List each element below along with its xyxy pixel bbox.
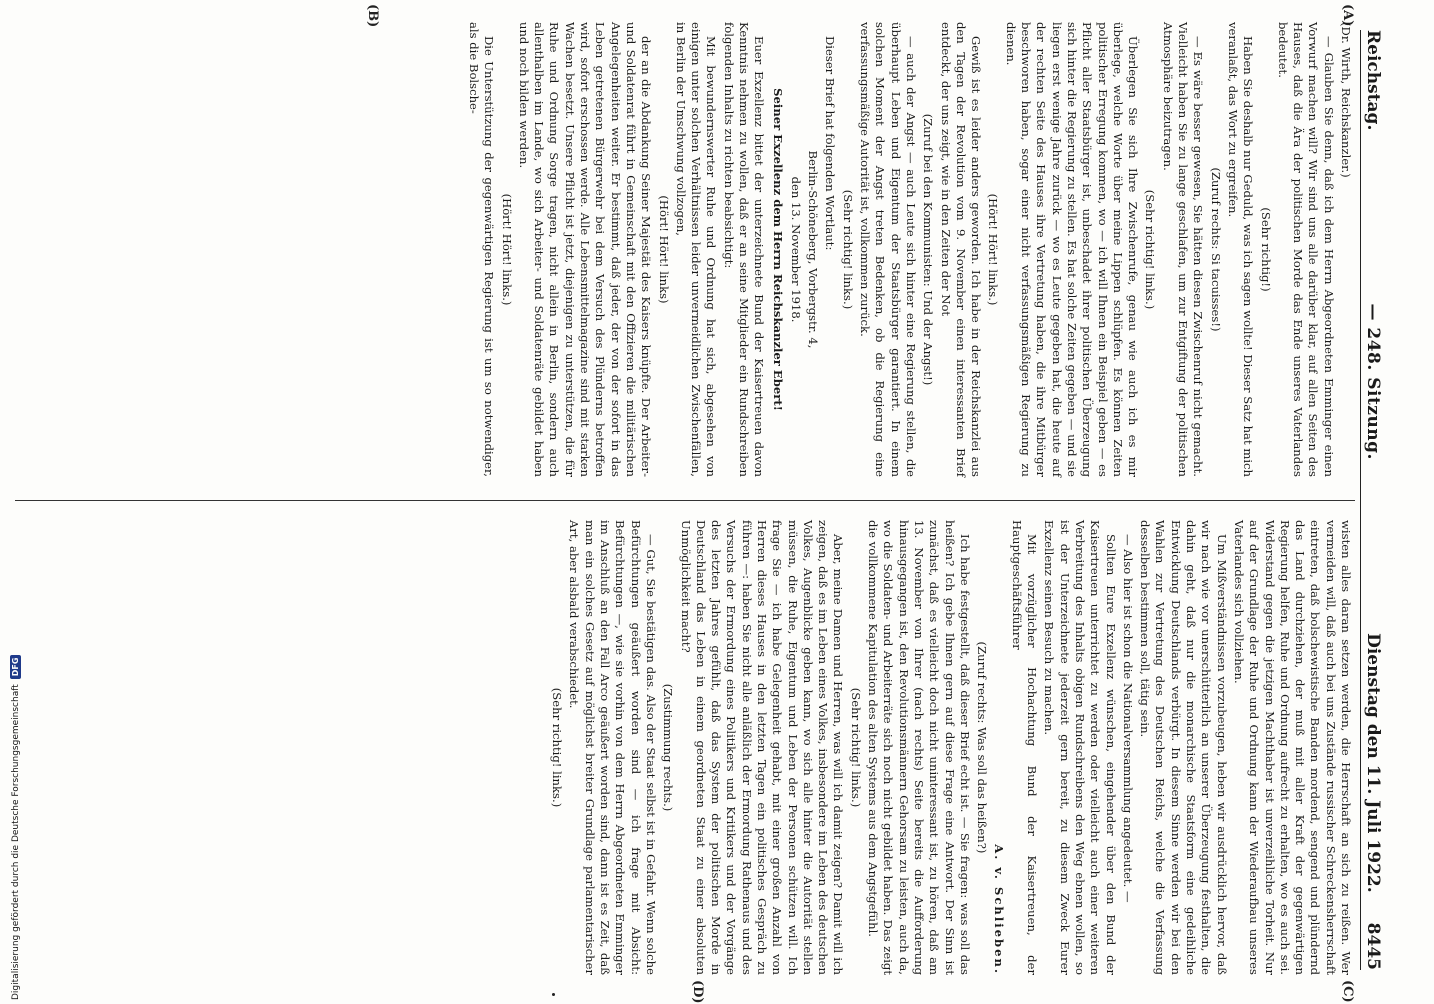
interjection: (Zuruf bei den Kommunisten: Und der Angst!) [921, 113, 936, 386]
column-divider [15, 500, 1355, 501]
page-header [1360, 30, 1389, 970]
page-number: 8445 [1363, 922, 1383, 970]
margin-mark-d: (D) [690, 980, 705, 1004]
paragraph: Gewiß ist es leider anders geworden. Ich habe in der Reichskanzlei aus den Tagen der Revolution vom 9. November einen interessanten Brief entdeckt, der uns zeigt, wie in den Zeiten der Not [938, 22, 984, 477]
interjection: Berlin-Schöneberg, Vorbergstr. 4, [806, 150, 821, 349]
paragraph: Um Mißverständnissen vorzubeugen, heben wir ausdrücklich hervor, daß wir nach wie vor unerschütterlich an unserer Überzeugung festhalten, die dahin geht, daß nur die monarchische Staatsform eine gedeihliche Entwicklung Deutschlands verbürgt. In diesem Sinne werden wir bei den Wahlen zur Vertretung des Deutschen Reichs, welche die Verfassung desselben bestimmen soll, tätig sein. [1138, 520, 1229, 975]
right-text-column [547, 520, 1353, 975]
paragraph: — Also hier ist schon die Nationalversammlung angedeutet. — [1120, 534, 1135, 903]
footer-credit: Digitalisierung gefördert durch die Deutsche Forschungsgemeinschaft [10, 684, 21, 1000]
paragraph: Ich habe festgestellt, daß dieser Brief echt ist. — Sie fragen: was soll das heißen? Ich gebe Ihnen gern auf diese Frage eine Antwort. Der Sinn ist zunächst, daß es vielleicht doch nicht uninteressant ist, zu hören, daß am 13. November von Ihrer (nach rechts) Seite bereits die Aufforderung hinausgegangen ist, den Revolutionsmännern Gehorsam zu leisten, auch da, wo die Soldaten- und Arbeiterräte sich noch nicht gebildet haben. Das zeigt die vollkommene Kapitulation des alten Systems aus dem Angstgefühl. [866, 520, 972, 975]
interjection: (Sehr richtig! links.) [848, 687, 863, 808]
paragraph: — Glauben Sie denn, daß ich dem Herrn Abgeordneten Emminger einen Vorwurf machen will? Wir sind uns alle darüber klar, auf allen Seiten des Hauses, daß die Ära der politischen Morde das Ende unseres Vaterlandes bedeutet. [1275, 22, 1336, 477]
paragraph: Euer Exzellenz bittet der unterzeichnete Bund der Kaisertreuen davon Kenntnis nehmen zu wollen, daß er an seine Mitglieder ein Rundschreiben folgenden Inhalts zu richten beabsichtigt: [721, 22, 767, 477]
letter-heading: Seiner Exzellenz dem Herrn Reichskanzler Ebert! [770, 88, 785, 411]
margin-mark-a: (A) [1340, 4, 1355, 27]
header-left-title: Reichstag. [1363, 30, 1383, 131]
paragraph: (Dr. Wirth, Reichskanzler.) [1339, 22, 1353, 178]
signature: A. v. Schlieben. [992, 844, 1007, 975]
paragraph: Aber, meine Damen und Herren, was will ich damit zeigen? Damit will ich zeigen, daß es im Leben eines Volkes, insbesondere im Leben des deutschen Volkes, Augenblicke geben kann, wo sich alle hinter die Autorität stellen müssen, die Ruhe, Eigentum und Leben der Personen schützen will. Ich frage Sie — ich habe Gelegenheit gehabt, mit einer großen Anzahl von Herren dieses Hauses in den letzten Tagen ein politisches Gespräch zu führen —: haben Sie nicht alle anläßlich der Ermordung Rathenaus und des Versuchs der Ermordung eines Politikers und Kritikers und der Vorgänge des letzten Jahres gefühlt, daß das System der politischen Morde in Deutschland das Leben in einem geordneten Staat zu einer absoluten Unmöglichkeit macht? [678, 520, 846, 975]
interjection: (Zuruf rechts: Si tacuisses!) [1208, 167, 1223, 332]
paragraph: — Gut, Sie bestätigen das. Also der Staat selbst ist in Gefahr. Wenn solche Befürchtungen geäußert worden sind — ich frage mit Absicht: Befürchtungen —, wie sie vorhin von dem Herrn Abgeordneten Emminger im Anschluß an den Fall Arco geäußert worden sind, dann ist es Zeit, daß man ein solches Gesetz auf möglichst breiter Grundlage parlamentarischer Art, aber alsbald verabschiedet. [567, 520, 658, 975]
interjection: (Zustimmung rechts.) [661, 683, 676, 812]
paragraph: Sollten Eure Exzellenz wünschen, eingehender über den Bund der Kaisertreuen unterrichtet zu werden oder vielleicht auch einer weiteren Verbreitung des Inhalts obigen Rundschreibens den Weg ebnen wollen, so ist der Unterzeichnete jederzeit gern bereit, zu diesem Zweck Eurer Exzellenz seinen Besuch zu machen. [1042, 520, 1118, 975]
interjection: den 13. November 1918. [788, 176, 803, 323]
paragraph: wisten alles daran setzen werden, die Herrschaft an sich zu reißen. Wer vermeiden will, daß auch bei uns Zustände russischer Schreckensherrschaft eintreten, daß bolschewistische Banden mordend, sengend und plündernd das Land durchziehen, der muß mit aller Kraft der gegenwärtigen Regierung helfen, Ruhe und Ordnung aufrecht zu erhalten, wo es auch sei. Widerstand gegen die jetzigen Machthaber ist unverzeihliche Torheit. Nur auf der Grundlage der Ruhe und Ordnung kann der Wiederaufbau unseres Vaterlandes sich vollziehen. [1231, 520, 1353, 975]
paragraph: Überlegen Sie sich Ihre Zwischenrufe, genau wie auch ich es mir überlege, welche Worte über meine Lippen schlüpfen. Es können Zeiten politischer Erregung kommen, wo — ich will Ihnen ein Beispiel geben — es Pflicht aller Staatsbürger ist, unbeschadet ihrer politischen Überzeugung sich hinter die Regierung zu stellen. Es hat solche Zeiten gegeben — und sie liegen erst wenige Jahre zurück — wo es Leute gegeben hat, die heute auf der rechten Seite des Hauses ihre Vertretung haben, die ihre Mitbürger beschworen haben, sogar einer nicht verfassungsmäßigen Regierung zu dienen. [1003, 22, 1141, 477]
header-date: Dienstag den 11. Juli 1922. [1363, 633, 1383, 893]
digitization-credit [0, 600, 20, 1000]
paragraph: — auch der Angst — auch Leute sich hinter eine Regierung stellen, die überhaupt Leben und Eigentum der Staatsbürger garantiert. In einem solchen Moment der Angst treten Bedenken, ob die Regierung eine verfassungsmäßige Autorität ist, vollkommen zurück. [858, 22, 918, 477]
left-text-column [464, 22, 1353, 477]
interjection: (Sehr richtig! links.) [840, 189, 855, 310]
interjection: (Hört! Hört! links) [656, 195, 671, 304]
interjection: (Sehr richtig! links.) [550, 687, 565, 808]
paragraph: — Es wäre besser gewesen, Sie hätten diesen Zwischenruf nicht gemacht. Vielleicht haben Sie zu lange geschlafen, um zur Entgiftung der politischen Atmosphäre beizutragen. [1160, 22, 1206, 477]
dfg-logo: DFG [10, 655, 21, 680]
interjection: (Zuruf rechts: Was soll das heißen?) [975, 641, 990, 854]
margin-mark-c: (C) [1340, 980, 1355, 1003]
paragraph: Mit vorzüglicher Hochachtung Bund der Kaisertreuen, der Hauptgeschäftsführer [1009, 520, 1040, 975]
margin-mark-b: (B) [365, 4, 380, 28]
paragraph: Mit bewundernswerter Ruhe und Ordnung hat sich, abgesehen von einigen unter solchen Verhältnissen leider unvermeidlichen Zwischenfällen, in Berlin der Umschwung vollzogen, [673, 22, 719, 477]
paragraph: Haben Sie deshalb nur Geduld, was ich sagen wollte! Dieser Satz hat mich veranlaßt, das Wort zu ergreifen. [1225, 22, 1256, 477]
header-session: — 248. Sitzung. [1363, 303, 1383, 460]
scan-speck [552, 993, 555, 996]
paragraph: Die Unterstützung der gegenwärtigen Regierung ist um so notwendiger, als die Bolsche- [466, 22, 497, 477]
interjection: (Hört! Hört! links.) [986, 193, 1001, 306]
paragraph: der an die Abdankung Seiner Majestät des Kaisers knüpfte. Der Arbeiter- und Soldatenrat führt in Gemeinschaft mit den Offizieren die militärischen Angelegenheiten weiter. Er bestimmt, daß jeder, der von der sofort in das Leben getretenen Bürgerwehr bei dem Versuch des Plünderns betroffen wird, sofort erschossen werde. Alle Lebensmittelmagazine sind mit starken Wachen besetzt. Unsere Pflicht ist jetzt, diejenigen zu unterstützen, die für Ruhe und Ordnung Sorge tragen, nicht allein in Berlin, sondern auch allenthalben im Lande, wo sich Arbeiter- und Soldatenräte gebildet haben und noch bilden werden. [516, 22, 654, 477]
interjection: (Sehr richtig! links.) [1143, 189, 1158, 310]
interjection: (Hört! Hört! links.) [499, 193, 514, 306]
interjection: (Sehr richtig!) [1258, 207, 1273, 292]
paragraph: Dieser Brief hat folgenden Wortlaut: [823, 36, 838, 251]
